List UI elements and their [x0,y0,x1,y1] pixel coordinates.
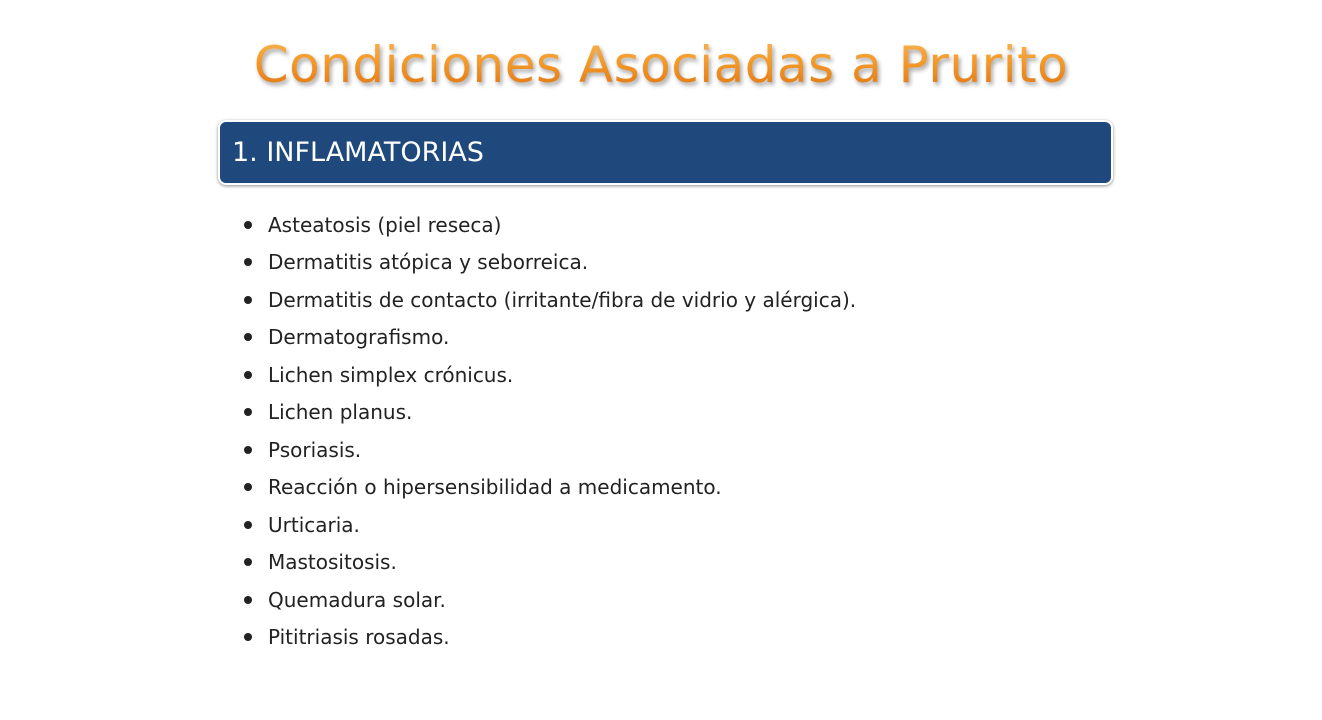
section-header-inflamatorias [218,120,1113,185]
bullet-icon [244,446,252,454]
list-item-label: Lichen simplex crónicus. [268,362,514,387]
list-item [242,581,1102,619]
list-item [242,431,1102,469]
bullet-icon [244,483,252,491]
bullet-icon [244,521,252,529]
list-item [242,394,1102,432]
bullet-icon [244,258,252,266]
bullet-icon [244,371,252,379]
section-header-label: 1. INFLAMATORIAS [232,136,484,168]
list-item [242,469,1102,507]
bullet-icon [244,596,252,604]
list-item [242,319,1102,357]
list-item-label: Psoriasis. [268,437,362,462]
slide-title: Condiciones Asociadas a Prurito [0,28,1322,102]
list-item [242,281,1102,319]
list-item-label: Urticaria. [268,512,360,537]
list-item [242,356,1102,394]
condition-list [242,206,1102,656]
list-item-label: Quemadura solar. [268,587,446,612]
list-item-label: Dermatitis de contacto (irritante/fibra de vidrio y alérgica). [268,287,857,312]
list-item-label: Mastositosis. [268,550,397,575]
list-item [242,619,1102,657]
list-item [242,506,1102,544]
list-item [242,244,1102,282]
list-item [242,206,1102,244]
list-item [242,544,1102,582]
bullet-icon [244,408,252,416]
bullet-icon [244,633,252,641]
bullet-icon [244,333,252,341]
bullet-icon [244,221,252,229]
list-item-label: Dermatografismo. [268,325,450,350]
list-item-label: Pititriasis rosadas. [268,625,450,650]
list-item-label: Asteatosis (piel reseca) [268,212,502,237]
list-item-label: Lichen planus. [268,400,413,425]
bullet-icon [244,558,252,566]
list-item-label: Reacción o hipersensibilidad a medicamento. [268,475,722,500]
list-item-label: Dermatitis atópica y seborreica. [268,250,589,275]
bullet-icon [244,296,252,304]
